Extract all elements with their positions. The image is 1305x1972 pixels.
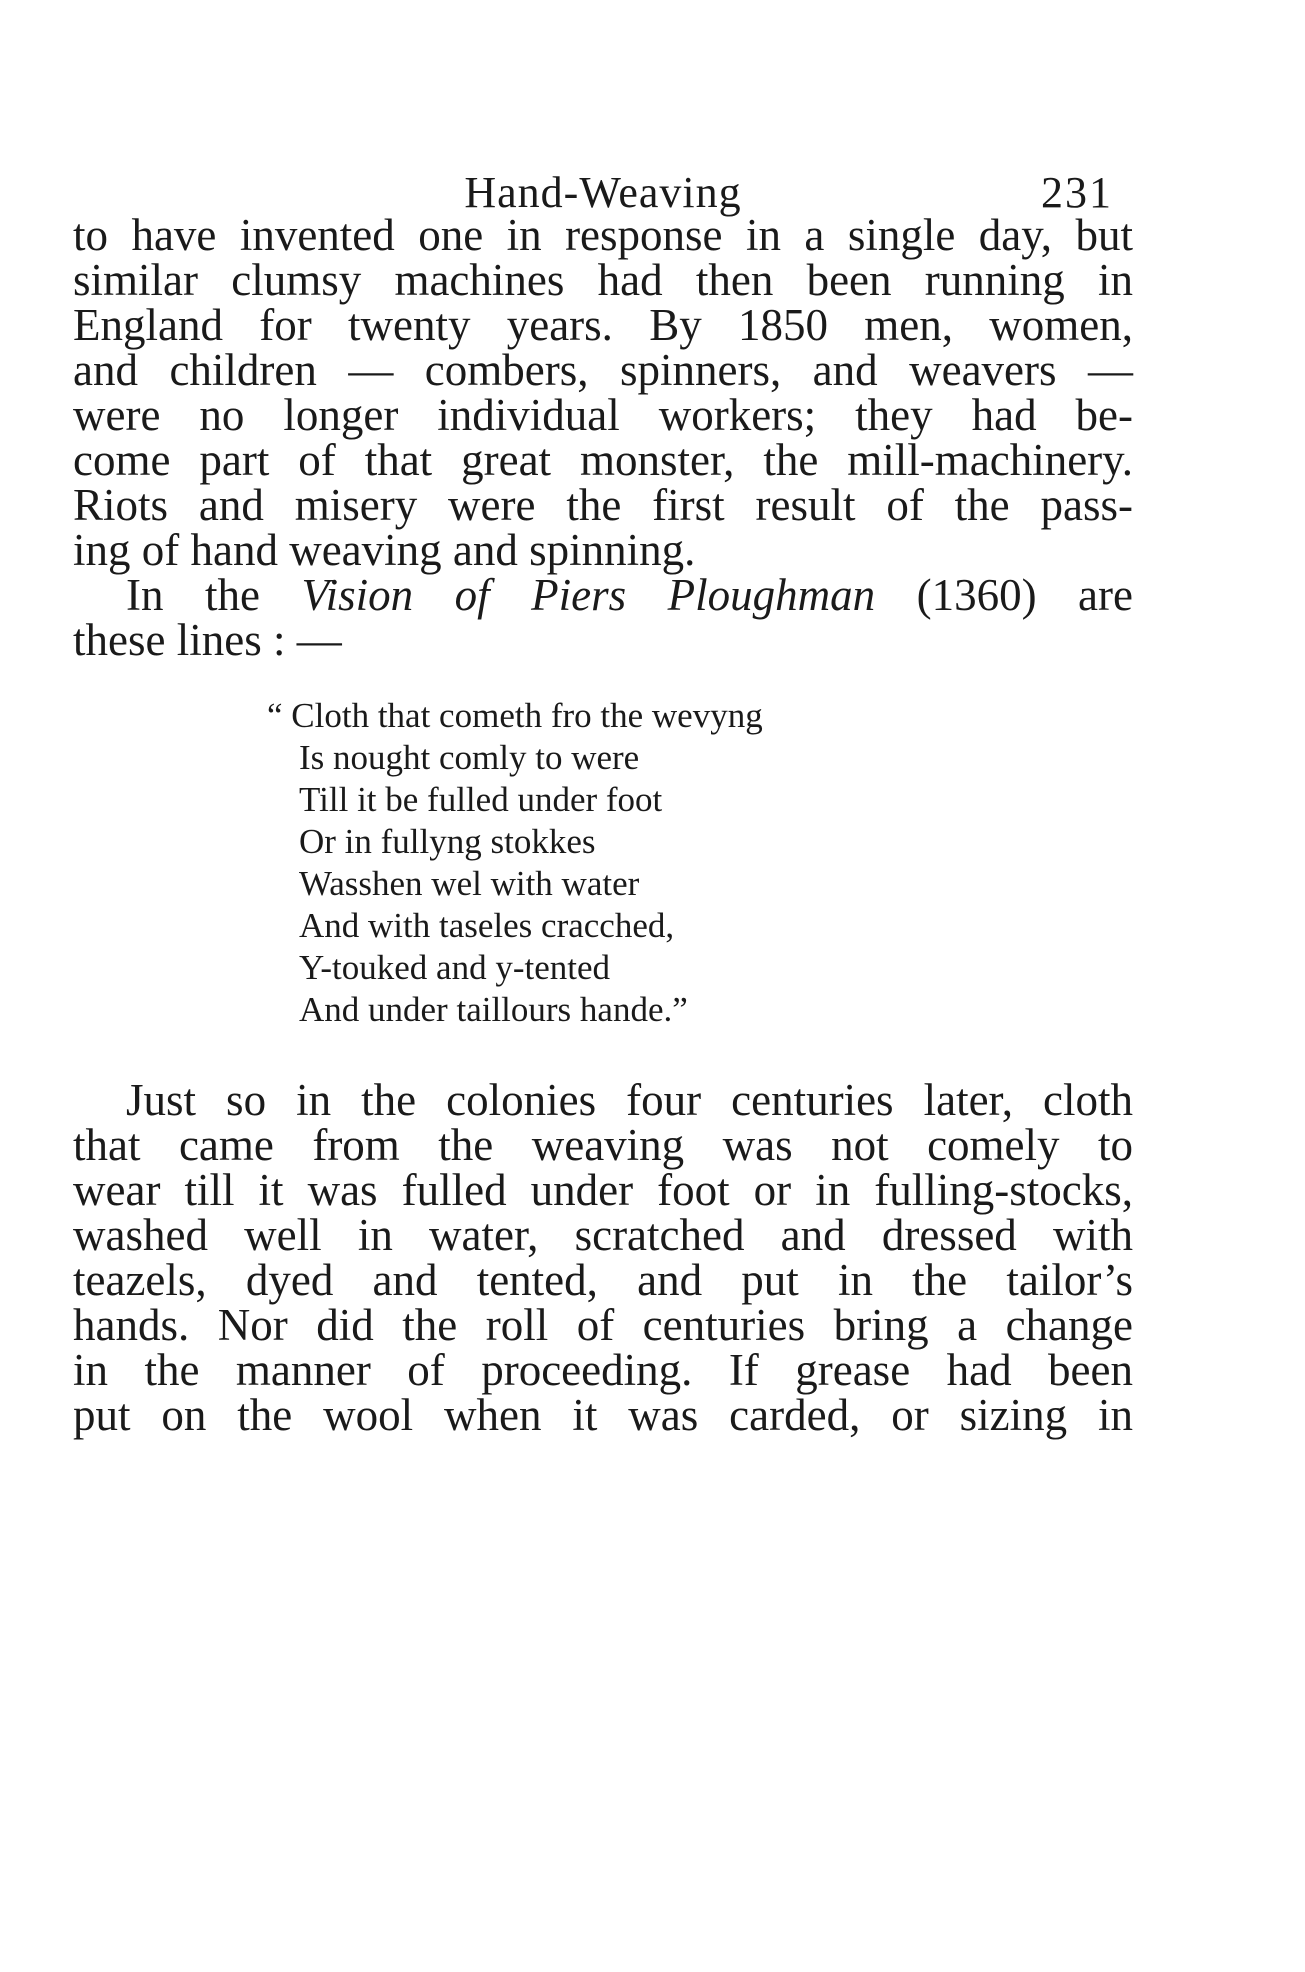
page-number: 231: [1041, 168, 1113, 217]
running-title: Hand-Weaving: [464, 168, 742, 217]
paragraph-line: wear till it was fulled under foot or in fulling-stocks,: [73, 1165, 1133, 1215]
paragraph-line: similar clumsy machines had then been running in: [73, 255, 1133, 305]
paragraph-line: hands. Nor did the roll of centuries bring a change: [73, 1300, 1133, 1350]
paragraph-line: that came from the weaving was not comely to: [73, 1120, 1133, 1170]
poem-line: Or in fullyng stokkes: [299, 822, 596, 861]
book-title: Vision of Piers Ploughman: [301, 570, 876, 620]
poem-line: “ Cloth that cometh fro the wevyng: [267, 696, 763, 735]
paragraph-line: and children — combers, spinners, and weavers —: [73, 345, 1133, 395]
text-run: (1360) are: [875, 570, 1133, 620]
poem-line: And under taillours hande.”: [299, 990, 688, 1029]
paragraph-line: England for twenty years. By 1850 men, women,: [73, 300, 1133, 350]
paragraph-line: come part of that great monster, the mill-machinery.: [73, 435, 1133, 485]
paragraph-line: teazels, dyed and tented, and put in the tailor’s: [73, 1255, 1133, 1305]
paragraph-line: washed well in water, scratched and dressed with: [73, 1210, 1133, 1260]
text-run: In the: [126, 570, 302, 620]
paragraph-line: were no longer individual workers; they had be-: [73, 390, 1133, 440]
paragraph-line: ing of hand weaving and spinning.: [73, 525, 696, 575]
paragraph-line: to have invented one in response in a single day, but: [73, 210, 1133, 260]
paragraph-line: these lines : —: [73, 615, 342, 665]
paragraph-line: Riots and misery were the first result of the pass-: [73, 480, 1133, 530]
poem-line: Wasshen wel with water: [299, 864, 640, 903]
poem-line: And with taseles cracched,: [299, 906, 675, 945]
paragraph-line: in the manner of proceeding. If grease had been: [73, 1345, 1133, 1395]
poem-line: Is nought comly to were: [299, 738, 640, 777]
paragraph-line: Just so in the colonies four centuries later, cloth: [126, 1075, 1133, 1125]
paragraph-line: put on the wool when it was carded, or sizing in: [73, 1390, 1133, 1440]
poem-line: Y-touked and y-tented: [299, 948, 611, 987]
poem-line: Till it be fulled under foot: [299, 780, 663, 819]
